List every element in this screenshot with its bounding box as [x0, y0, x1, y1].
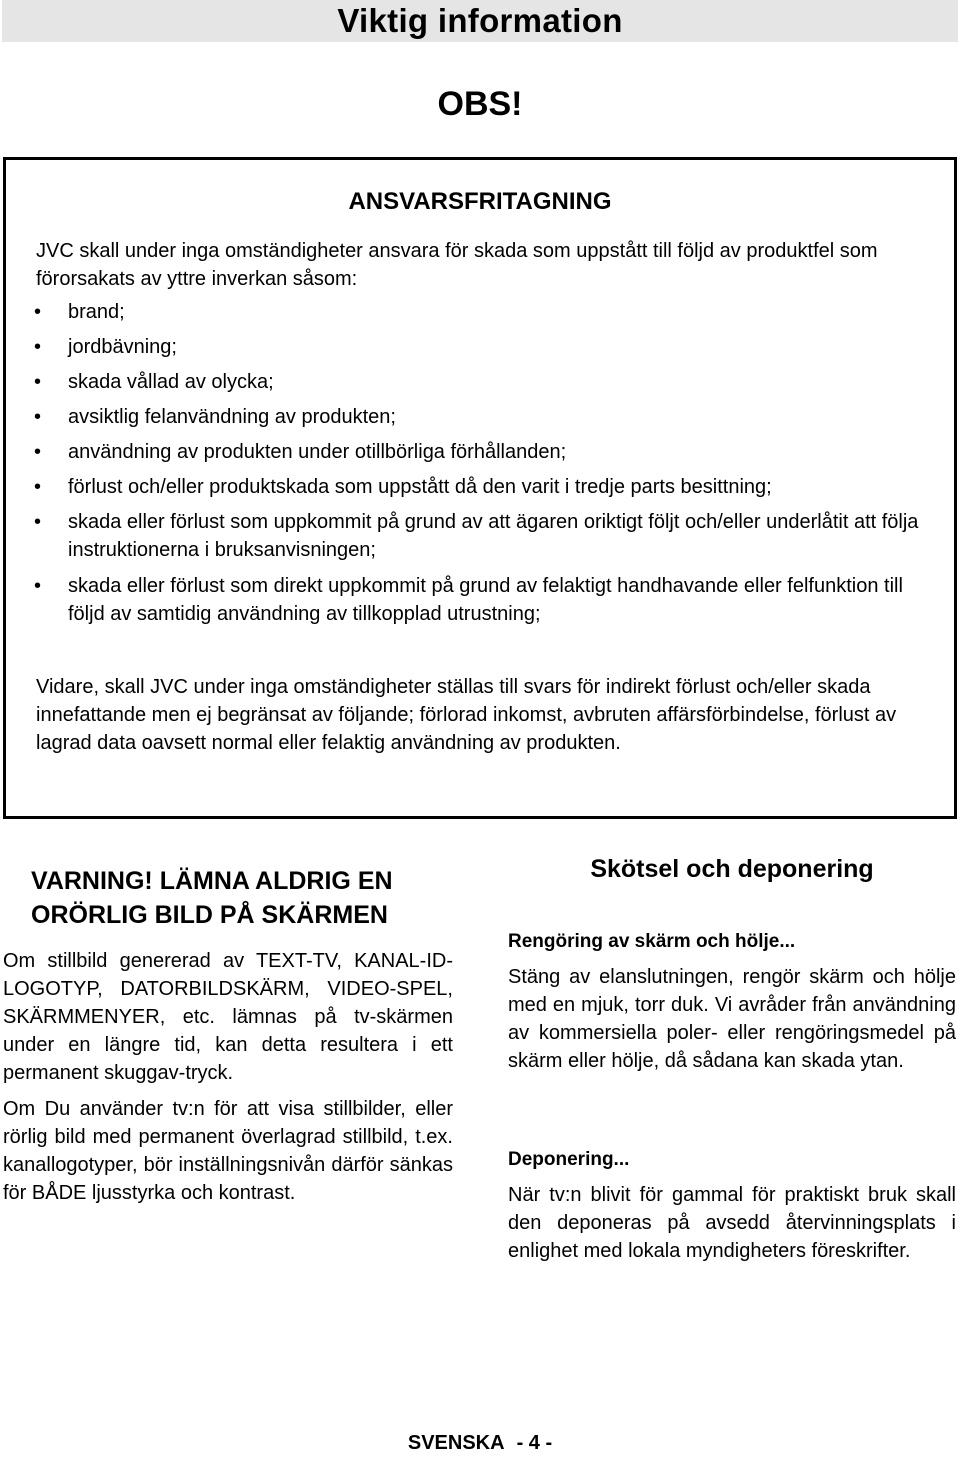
list-item — [34, 438, 938, 466]
list-item — [34, 403, 938, 431]
list-item-text: skada vållad av olycka; — [68, 371, 274, 393]
list-item-text: användning av produkten under otillbörliga förhållanden; — [68, 441, 567, 463]
list-item — [34, 508, 938, 564]
page-title: Viktig information — [337, 2, 623, 39]
cleaning-heading: Rengöring av skärm och hölje... — [508, 931, 796, 952]
page-number: - 4 - — [516, 1432, 553, 1454]
disposal-heading: Deponering... — [508, 1149, 630, 1170]
warning-paragraph: Om stillbild genererad av TEXT-TV, KANAL-ID-LOGOTYP, DATORBILDSKÄRM, VIDEO-SPEL, SKÄRMMENYER, etc. lämnas på tv-skärmen under en längre tid, kan detta resultera i ett permanent skuggav-tryck. — [3, 950, 453, 1084]
list-item — [34, 368, 938, 396]
notice-label: OBS! — [437, 85, 523, 123]
list-item-text: avsiktlig felanvändning av produkten; — [68, 406, 396, 428]
warning-body — [3, 947, 453, 1215]
list-item-text: brand; — [68, 301, 125, 323]
page-footer — [0, 1430, 960, 1456]
bullet-icon: • — [34, 511, 42, 533]
disclaimer-heading: ANSVARSFRITAGNING — [348, 188, 612, 215]
footer-language: SVENSKA — [407, 1432, 505, 1454]
list-item — [34, 572, 938, 628]
bullet-icon: • — [34, 371, 42, 393]
disclaimer-box — [3, 157, 957, 819]
disposal-text: När tv:n blivit för gammal för praktiskt bruk skall den deponeras på avsedd återvinningsplats i enlighet med lokala myndigheters föreskrifter. — [508, 1184, 956, 1262]
list-item — [34, 298, 938, 326]
list-item-text: jordbävning; — [68, 336, 177, 358]
bullet-icon: • — [34, 336, 42, 358]
cleaning-text: Stäng av elanslutningen, rengör skärm och hölje med en mjuk, torr duk. Vi avråder från användning av kommersiella poler- eller rengöringsmedel på skärm eller hölje, då sådana kan skada ytan. — [508, 966, 956, 1072]
care-heading: Skötsel och deponering — [590, 855, 874, 883]
list-item-text: skada eller förlust som direkt uppkommit på grund av felaktigt handhavande eller felfunktion till följd av samtidig användning av tillkopplad utrustning; — [68, 575, 903, 625]
list-item-text: förlust och/eller produktskada som uppstått då den varit i tredje parts besittning; — [68, 476, 772, 498]
bullet-icon: • — [34, 441, 42, 463]
list-item — [34, 333, 938, 361]
list-item — [34, 473, 938, 501]
list-item-text: skada eller förlust som uppkommit på grund av att ägaren oriktigt följt och/eller underlåtit att följa instruktionerna i bruksanvisningen; — [68, 511, 919, 561]
bullet-icon: • — [34, 406, 42, 428]
bullet-icon: • — [34, 476, 42, 498]
disclaimer-list — [34, 298, 938, 636]
bullet-icon: • — [34, 301, 42, 323]
warning-paragraph: Om Du använder tv:n för att visa stillbilder, eller rörlig bild med permanent överlagrad stillbild, t.ex. kanallogotyper, bör inställningsnivån därför sänkas för BÅDE ljusstyrka och kontrast. — [3, 1098, 453, 1204]
bullet-icon: • — [34, 575, 42, 597]
disclaimer-outro: Vidare, skall JVC under inga omständigheter ställas till svars för indirekt förlust och/eller skada innefattande men ej begränsat av följande; förlorad inkomst, avbruten affärsförbindelse, förlust av lagrad data oavsett normal eller felaktig användning av produkten. — [36, 676, 897, 754]
warning-heading: VARNING! LÄMNA ALDRIG EN ORÖRLIG BILD PÅ SKÄRMEN — [31, 867, 393, 929]
disclaimer-intro: JVC skall under inga omständigheter ansvara för skada som uppstått till följd av produktfel som förorsakats av yttre inverkan såsom: — [36, 240, 878, 290]
